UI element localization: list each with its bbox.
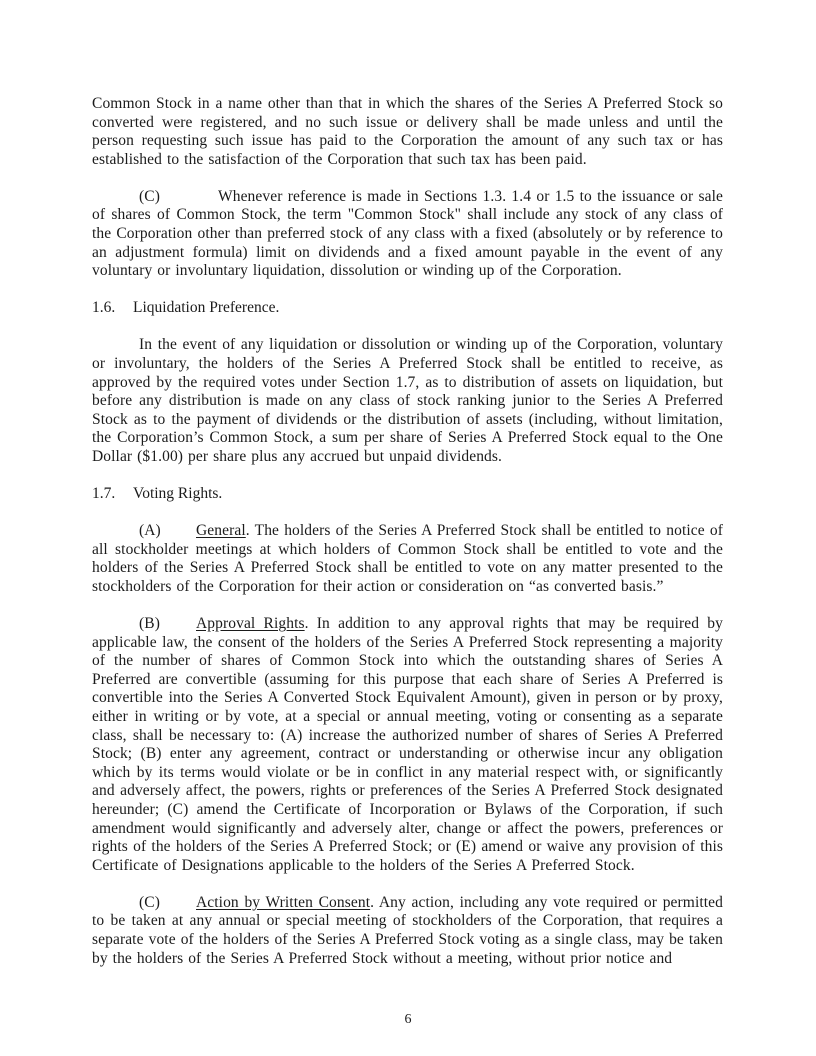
paragraph-voting-general: [92, 522, 723, 596]
clause-text: . Any action, including any vote required or permitted to be taken at any annual or special meeting of stockholders of the Corporation, that requires a separate vote of the holders of the Series A Preferred Stock voting as a single class, may be taken by the holders of the Series A Preferred Stock without a meeting, without prior notice and: [92, 893, 723, 967]
clause-label: (B): [139, 615, 160, 633]
clause-label: (C): [139, 187, 160, 205]
clause-text: . The holders of the Series A Preferred Stock shall be entitled to notice of all stockholder meetings at which holders of Common Stock shall be entitled to vote and the holders of the Series A Preferred Stock shall be entitled to vote on any matter presented to the stockholders of the Corporation for their action or consideration on “as converted basis.”: [92, 522, 723, 595]
clause-label: (C): [139, 893, 160, 911]
paragraph-voting-approval-rights: [92, 615, 723, 875]
page-body: [92, 95, 723, 987]
paragraph-clause-1-5-c: [92, 188, 723, 281]
paragraph-1-6-body: In the event of any liquidation or dissolution or winding up of the Corporation, voluntary or involuntary, the holders of the Series A Preferred Stock shall be entitled to receive, as approved by the required votes under Section 1.7, as to distribution of assets on liquidation, but before any distribution is made on any class of stock ranking junior to the Series A Preferred Stock as to the payment of dividends or the distribution of assets (including, without limitation, the Corporation’s Common Stock, a sum per share of Series A Preferred Stock equal to the One Dollar ($1.00) per share plus any accrued but unpaid dividends.: [92, 336, 723, 465]
section-number: 1.6.: [92, 299, 116, 317]
section-title: Liquidation Preference.: [133, 299, 280, 317]
paragraph-voting-written-consent: [92, 894, 723, 968]
clause-text: Whenever reference is made in Sections 1.3. 1.4 or 1.5 to the issuance or sale of shares of Common Stock, the term "Common Stock" shall include any stock of any class of the Corporation other than preferred stock of any class with a fixed (absolutely or by reference to an adjustment formula) limit on dividends and a fixed amount payable in the event of any voluntary or involuntary liquidation, dissolution or winding up of the Corporation.: [92, 187, 723, 280]
section-title: Voting Rights.: [133, 485, 223, 503]
clause-heading: Approval Rights: [196, 615, 305, 633]
section-number: 1.7.: [92, 485, 116, 503]
clause-text: . In addition to any approval rights that may be required by applicable law, the consent of the holders of the Series A Preferred Stock representing a majority of the number of shares of Common Stock into which the outstanding shares of Series A Preferred are convertible (assuming for this purpose that each share of Series A Preferred is convertible into the Series A Converted Stock Equivalent Amount), given in person or by proxy, either in writing or by vote, at a special or annual meeting, voting or consenting as a separate class, shall be necessary to: (A) increase the authorized number of shares of Series A Preferred Stock; (B) enter any agreement, contract or understanding or otherwise incur any obligation which by its terms would violate or be in conflict in any material respect with, or significantly and adversely affect, the powers, rights or preferences of the Series A Preferred Stock designated hereunder; (C) amend the Certificate of Incorporation or Bylaws of the Corporation, if such amendment would significantly and adversely alter, change or affect the powers, preferences or rights of the holders of the Series A Preferred Stock; or (E) amend or waive any provision of this Certificate of Designations applicable to the holders of the Series A Preferred Stock.: [92, 615, 723, 874]
clause-heading: General: [196, 522, 246, 540]
clause-heading: Action by Written Consent: [196, 893, 371, 911]
section-1-6-heading: [92, 299, 723, 318]
clause-label: (A): [139, 522, 161, 540]
page-number: 6: [404, 1012, 412, 1027]
paragraph-continuation: Common Stock in a name other than that in which the shares of the Series A Preferred Stock so converted were registered, and no such issue or delivery shall be made unless and until the person requesting such issue has paid to the Corporation the amount of any such tax or has established to the satisfaction of the Corporation that such tax has been paid.: [92, 95, 723, 168]
section-1-7-heading: [92, 485, 723, 504]
